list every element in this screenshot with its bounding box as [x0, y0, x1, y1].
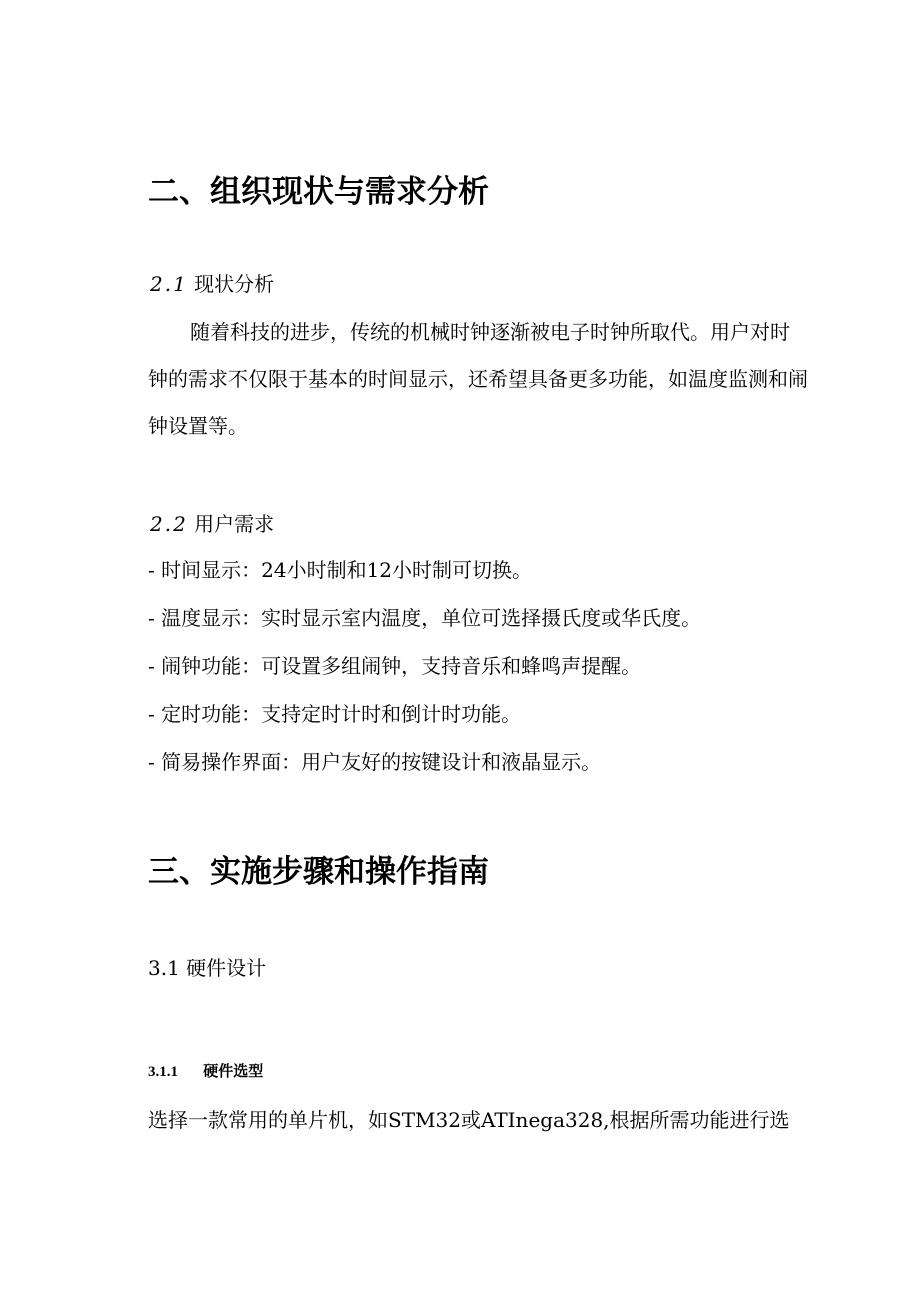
list-item: - 定时功能：支持定时计时和倒计时功能。	[148, 702, 522, 726]
paragraph-line: 钟的需求不仅限于基本的时间显示，还希望具备更多功能，如温度监测和闹	[148, 367, 808, 391]
paragraph-line: 选择一款常用的单片机，如STM32或ATInega328,根据所需功能进行选	[148, 1108, 790, 1132]
subsection-number: 2.1	[150, 272, 188, 296]
subsection-title: 现状分析	[194, 272, 275, 296]
list-item: - 温度显示：实时显示室内温度，单位可选择摄氏度或华氏度。	[148, 606, 702, 630]
subsection-3-1-heading	[148, 952, 266, 981]
paragraph-line: 钟设置等。	[148, 414, 248, 438]
section-2-heading: 二、组织现状与需求分析	[148, 174, 489, 210]
subsection-title: 硬件设计	[186, 956, 267, 980]
section-3-heading: 三、实施步骤和操作指南	[148, 854, 489, 890]
subsection-title: 用户需求	[194, 512, 275, 536]
subsubsection-3-1-1-heading	[148, 1060, 263, 1081]
subsubsection-title: 硬件选型	[203, 1062, 264, 1080]
subsubsection-number: 3.1.1	[148, 1064, 178, 1080]
subsection-number: 3.1	[148, 956, 180, 980]
subsection-number: 2.2	[150, 512, 188, 536]
list-item: - 闹钟功能：可设置多组闹钟，支持音乐和蜂鸣声提醒。	[148, 654, 642, 678]
paragraph-line: 随着科技的进步，传统的机械时钟逐渐被电子时钟所取代。用户对时	[190, 320, 790, 344]
subsection-2-2-heading	[150, 508, 274, 537]
list-item: - 时间显示：24小时制和12小时制可切换。	[148, 558, 533, 582]
list-item: - 简易操作界面：用户友好的按键设计和液晶显示。	[148, 750, 602, 774]
subsection-2-1-heading	[150, 268, 274, 297]
